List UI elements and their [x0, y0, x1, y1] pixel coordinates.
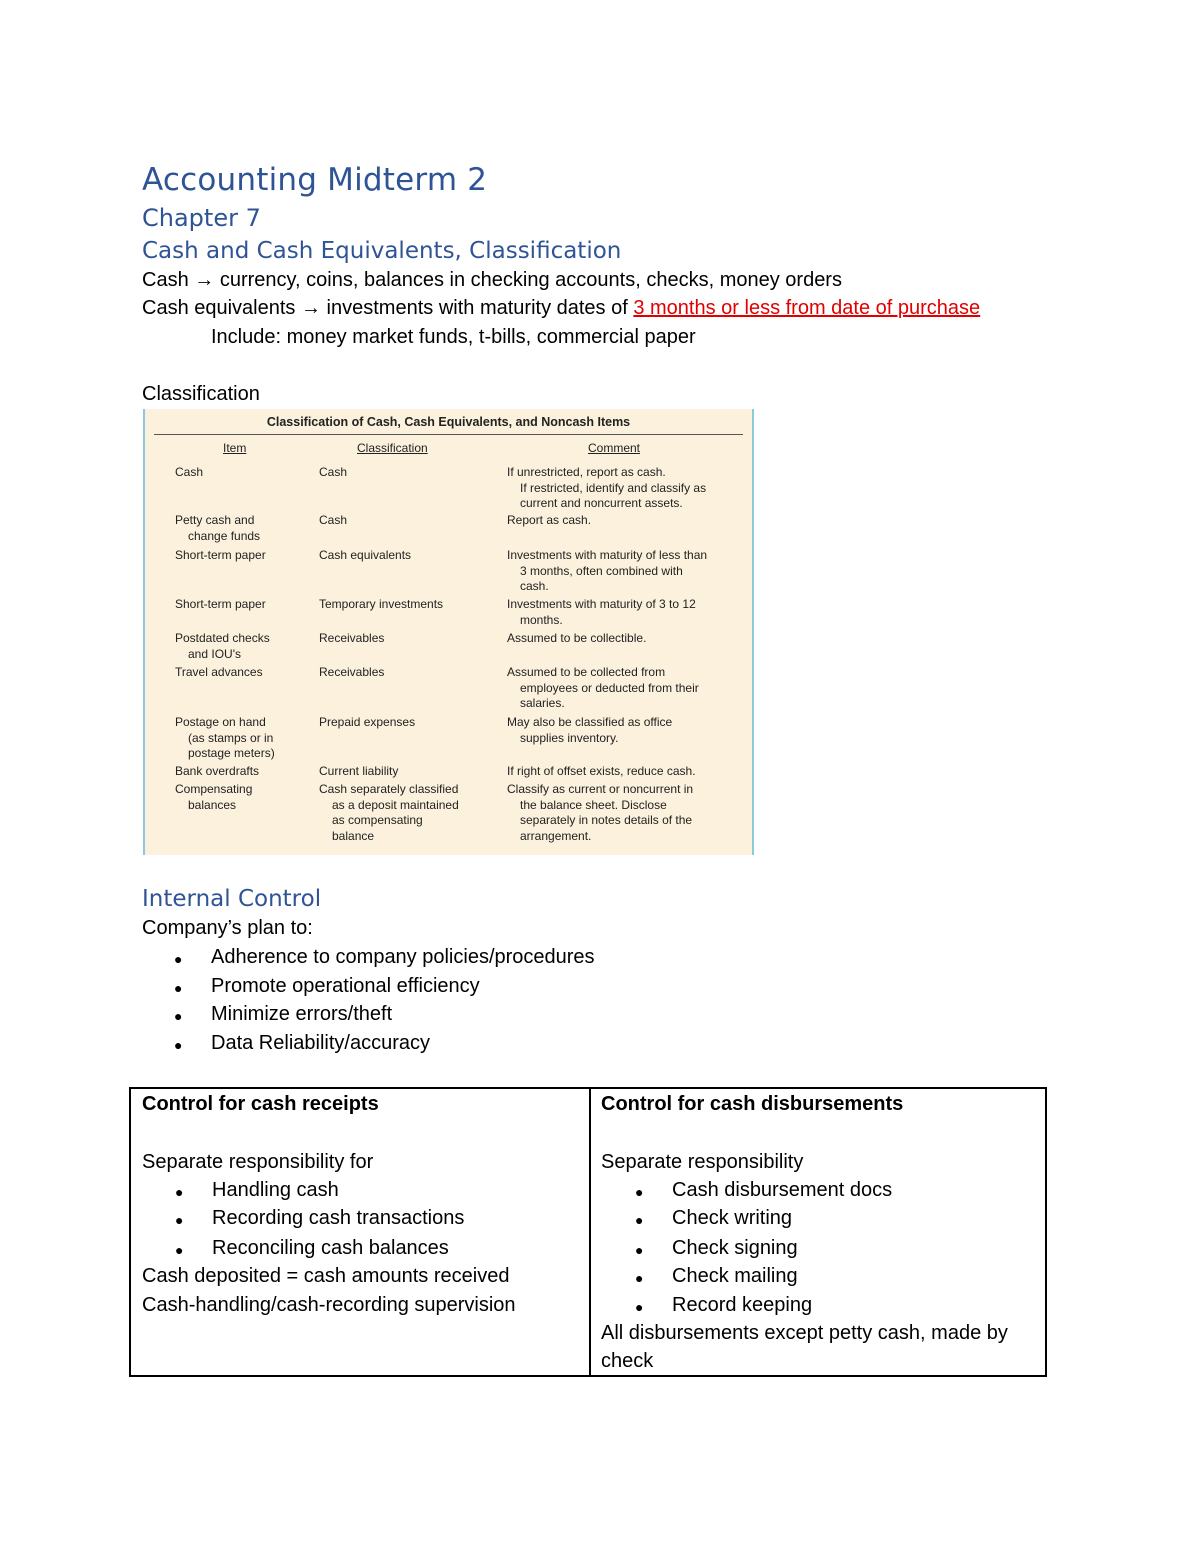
bullet-icon: ● — [635, 1242, 644, 1258]
right-arrow-icon: → — [194, 269, 215, 291]
classification-table-image — [143, 409, 754, 855]
cash-equivalents-definition — [142, 297, 980, 320]
table-cell-item: (as stamps or in — [188, 730, 274, 745]
cash-equivalents-text: investments with maturity dates of — [321, 297, 634, 319]
include-line: Include: money market funds, t-bills, commercial paper — [211, 326, 696, 348]
list-item-text: Promote operational efficiency — [211, 975, 480, 997]
classification-table-title: Classification of Cash, Cash Equivalents, and Noncash Items — [266, 415, 631, 429]
table-cell-classification: Receivables — [319, 631, 385, 645]
table-cell-comment: the balance sheet. Disclose — [520, 797, 667, 812]
table-cell-comment: Classify as current or noncurrent in — [507, 782, 694, 796]
bullet-icon: ● — [635, 1184, 644, 1200]
cash-term: Cash — [142, 269, 189, 291]
table-cell-item: change funds — [188, 528, 261, 543]
table-cell-comment: 3 months, often combined with — [520, 563, 683, 578]
cash-receipts-heading: Control for cash receipts — [142, 1093, 379, 1115]
table-cell-classification: Receivables — [319, 665, 385, 679]
table-cell-item: Short-term paper — [175, 597, 266, 611]
cash-definition-text: currency, coins, balances in checking accounts, checks, money orders — [214, 269, 842, 291]
bullet-icon: ● — [635, 1299, 644, 1315]
list-item: Check mailing — [672, 1265, 798, 1287]
bullet-icon: ● — [174, 951, 183, 967]
right-arrow-icon: → — [301, 297, 321, 319]
section-heading-internal-control: Internal Control — [142, 886, 322, 912]
table-cell-comment: Assumed to be collected from — [507, 665, 666, 679]
table-cell-item: Short-term paper — [175, 548, 266, 562]
bullet-icon: ● — [175, 1184, 184, 1200]
bullet-icon: ● — [635, 1212, 644, 1228]
list-item: Cash disbursement docs — [672, 1179, 893, 1201]
table-cell-comment: Investments with maturity of 3 to 12 — [507, 597, 696, 611]
table-cell-comment: current and noncurrent assets. — [520, 496, 683, 511]
column-header-item: Item — [223, 441, 247, 455]
table-cell-item: Bank overdrafts — [175, 764, 260, 778]
bullet-icon: ● — [174, 980, 183, 996]
table-cell-classification: as a deposit maintained — [332, 797, 459, 812]
list-item: Check signing — [672, 1237, 798, 1259]
column-header-comment: Comment — [588, 441, 641, 455]
table-title-rule — [154, 434, 743, 435]
column-header-classification: Classification — [357, 441, 428, 455]
maturity-highlight: 3 months or less from date of purchase — [633, 297, 981, 319]
bullet-icon: ● — [635, 1270, 644, 1286]
list-item: Reconciling cash balances — [212, 1237, 449, 1259]
table-cell-classification: Temporary investments — [319, 597, 444, 611]
table-cell-classification: Cash separately classified — [319, 782, 459, 796]
bullet-icon: ● — [174, 1008, 183, 1024]
list-item-text: Minimize errors/theft — [211, 1003, 393, 1025]
list-item: Record keeping — [672, 1294, 813, 1316]
table-cell-item: balances — [188, 797, 237, 812]
chapter-heading: Chapter 7 — [142, 204, 261, 232]
table-cell-classification: Prepaid expenses — [319, 715, 416, 729]
classification-label: Classification — [142, 383, 260, 405]
table-cell-item: postage meters) — [188, 746, 275, 761]
bullet-icon: ● — [174, 1037, 183, 1053]
table-cell-comment: months. — [520, 612, 563, 627]
cash-disbursements-intro: Separate responsibility — [601, 1151, 804, 1173]
table-cell-comment: If right of offset exists, reduce cash. — [507, 764, 696, 778]
table-cell-item: Petty cash and — [175, 513, 255, 527]
table-cell-classification: balance — [332, 829, 375, 844]
document-title: Accounting Midterm 2 — [142, 162, 488, 198]
list-item: Check writing — [672, 1207, 793, 1229]
table-cell-item: Compensating — [175, 782, 253, 796]
table-cell-item: and IOU's — [188, 646, 241, 661]
table-cell-item: Cash — [175, 465, 204, 479]
bullet-icon: ● — [175, 1212, 184, 1228]
table-cell-item: Travel advances — [175, 665, 263, 679]
cash-receipts-note: Cash deposited = cash amounts received — [142, 1265, 510, 1287]
table-cell-comment: employees or deducted from their — [520, 680, 699, 695]
table-cell-classification: as compensating — [332, 813, 423, 828]
plan-label: Company’s plan to: — [142, 917, 313, 939]
table-column-divider — [589, 1089, 591, 1375]
list-item: Handling cash — [212, 1179, 339, 1201]
list-item-text: Data Reliability/accuracy — [211, 1032, 430, 1054]
cash-disbursements-note: All disbursements except petty cash, made by — [601, 1322, 1008, 1344]
cash-disbursements-heading: Control for cash disbursements — [601, 1093, 904, 1115]
list-item-text: Adherence to company policies/procedures — [211, 946, 595, 968]
cash-receipts-intro: Separate responsibility for — [142, 1151, 374, 1173]
table-cell-item: Postage on hand — [175, 715, 266, 729]
table-cell-comment: Investments with maturity of less than — [507, 548, 708, 562]
cash-disbursements-note: check — [601, 1350, 654, 1372]
table-cell-classification: Current liability — [319, 764, 399, 778]
table-cell-comment: May also be classified as office — [507, 715, 673, 729]
table-cell-classification: Cash equivalents — [319, 548, 412, 562]
table-cell-comment: cash. — [520, 579, 549, 594]
cash-equivalents-term: Cash equivalents — [142, 297, 296, 319]
table-cell-comment: If restricted, identify and classify as — [520, 480, 707, 495]
cash-definition — [142, 269, 842, 292]
table-cell-comment: salaries. — [520, 696, 565, 711]
table-cell-classification: Cash — [319, 513, 348, 527]
cash-receipts-note: Cash-handling/cash-recording supervision — [142, 1294, 516, 1316]
table-cell-comment: separately in notes details of the — [520, 813, 693, 828]
table-cell-comment: Assumed to be collectible. — [507, 631, 647, 645]
table-cell-comment: If unrestricted, report as cash. — [507, 465, 666, 479]
table-cell-comment: Report as cash. — [507, 513, 592, 527]
table-cell-classification: Cash — [319, 465, 348, 479]
cash-controls-table — [129, 1087, 1047, 1377]
list-item: Recording cash transactions — [212, 1207, 465, 1229]
section-heading-cash: Cash and Cash Equivalents, Classification — [142, 238, 622, 264]
bullet-icon: ● — [175, 1242, 184, 1258]
table-cell-comment: arrangement. — [520, 829, 592, 844]
table-cell-item: Postdated checks — [175, 631, 270, 645]
table-cell-comment: supplies inventory. — [520, 730, 619, 745]
